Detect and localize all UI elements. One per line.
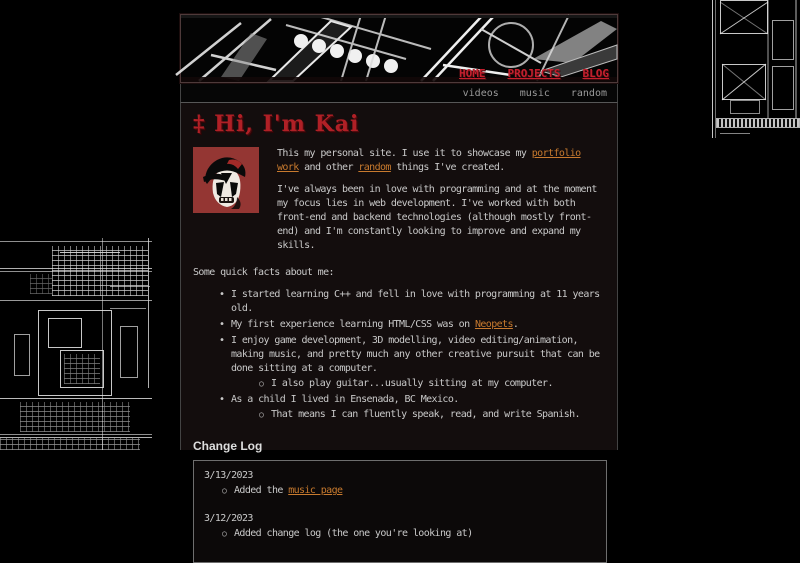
main-content	[180, 103, 618, 539]
changelog-entry	[204, 469, 596, 498]
intro-section	[193, 147, 607, 253]
changelog-item-text: Added the	[234, 485, 289, 496]
site-banner	[180, 14, 618, 83]
neopets-link[interactable]: Neopets	[474, 319, 513, 330]
changelog-item-text: Added change log (the one you're looking at)	[234, 528, 473, 539]
fact-neopets-text2: .	[512, 319, 519, 330]
nav-link-blog[interactable]: BLOG	[582, 67, 609, 80]
fact-mexico-sublist	[259, 408, 607, 422]
intro-paragraph-2: I've always been in love with programming and at the moment my focus lies in web development. I've worked with both front-end and backend technologies (although mostly front-end) and I'm constantly looking to improve and expand my skills.	[277, 184, 597, 251]
nav-link-projects[interactable]: PROJECTS	[507, 67, 561, 80]
primary-nav	[459, 67, 609, 80]
page-title: ‡ Hi, I'm Kai	[193, 111, 360, 137]
intro-paragraph-1	[277, 147, 607, 175]
facts-intro: Some quick facts about me:	[193, 267, 334, 278]
intro-paragraphs	[277, 147, 607, 253]
nav-link-music[interactable]: music	[519, 87, 550, 99]
fact-mexico-text: As a child I lived in Ensenada, BC Mexico.	[231, 394, 459, 405]
fact-item-creative	[219, 334, 607, 391]
nav-link-videos[interactable]: videos	[462, 87, 499, 99]
avatar	[193, 147, 259, 213]
changelog-title: Change Log	[193, 439, 263, 453]
fact-sub-spanish: ○ That means I can fluently speak, read, and write Spanish.	[259, 408, 607, 422]
changelog-item	[222, 527, 596, 541]
random-link[interactable]: random	[358, 162, 391, 173]
right-blueprint-decoration	[710, 0, 800, 138]
fact-creative-text: I enjoy game development, 3D modelling, video editing/animation, making music, and pretty much any other creative pursuit that can be done sitting at a computer.	[231, 335, 600, 374]
changelog-entry-items	[222, 484, 596, 498]
changelog-entry-items	[222, 527, 596, 541]
nav-link-random[interactable]: random	[570, 87, 607, 99]
fact-item-mexico	[219, 393, 607, 422]
fact-neopets-text1: My first experience learning HTML/CSS was on	[231, 319, 475, 330]
fact-item-neopets	[219, 318, 607, 332]
changelog-date: 3/13/2023	[204, 470, 253, 481]
intro-p1-text1: This my personal site. I use it to showcase my	[277, 148, 532, 159]
intro-p1-text2: and other	[298, 162, 359, 173]
fact-item-cpp: • I started learning C++ and fell in love with programming at 11 years old.	[219, 288, 607, 316]
music-page-link[interactable]: music page	[288, 485, 343, 496]
changelog-date: 3/12/2023	[204, 513, 253, 524]
intro-p1-text3: things I've created.	[390, 162, 505, 173]
left-blueprint-decoration	[0, 238, 152, 450]
changelog-item	[222, 484, 596, 498]
fact-sub-guitar: ○ I also play guitar...usually sitting at my computer.	[259, 377, 607, 391]
site-column	[180, 14, 618, 539]
nav-link-home[interactable]: HOME	[459, 67, 486, 80]
facts-list	[219, 288, 607, 422]
changelog-box	[193, 460, 607, 563]
fact-creative-sublist	[259, 377, 607, 391]
portfolio-work-link[interactable]: portfolio work	[277, 148, 581, 173]
changelog-entry	[204, 512, 596, 541]
secondary-nav	[180, 83, 618, 103]
